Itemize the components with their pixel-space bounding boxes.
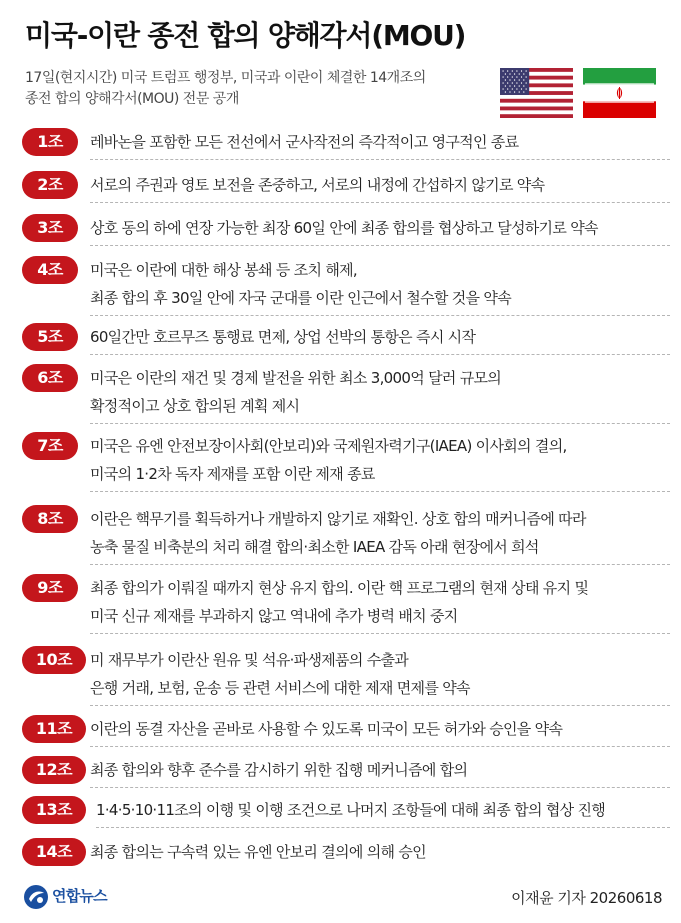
article-number-badge: 9조 — [22, 574, 78, 602]
article-number-badge: 12조 — [22, 756, 86, 784]
article-line: 미 재무부가 이란산 원유 및 석유·파생제품의 수출과 — [90, 651, 409, 669]
article-text — [90, 432, 670, 492]
article-line: 미국의 1·2차 독자 제재를 포함 이란 제재 종료 — [90, 465, 375, 483]
article-line: 농축 물질 비축분의 처리 해결 합의·최소한 IAEA 감독 아래 현장에서 희석 — [90, 538, 539, 556]
article-line: 확정적이고 상호 합의된 계획 제시 — [90, 397, 300, 415]
flags — [500, 68, 656, 120]
article-text — [90, 646, 670, 706]
article-line: 최종 합의와 향후 준수를 감시하기 위한 집행 메커니즘에 합의 — [90, 761, 468, 779]
article-text — [90, 364, 670, 424]
article-line: 최종 합의는 구속력 있는 유엔 안보리 결의에 의해 승인 — [90, 843, 426, 861]
article-line: 1·4·5·10·11조의 이행 및 이행 조건으로 나머지 조항들에 대해 최종 합의 협상 진행 — [96, 801, 606, 819]
iran-flag-icon — [583, 68, 656, 118]
article-text — [90, 505, 670, 565]
article-text — [90, 756, 670, 788]
subtitle — [25, 68, 495, 110]
article-line: 미국 신규 제재를 부과하지 않고 역내에 추가 병력 배치 중지 — [90, 607, 458, 625]
article-number-badge: 4조 — [22, 256, 78, 284]
article-text — [90, 256, 670, 316]
article-line: 최종 합의가 이뤄질 때까지 현상 유지 합의. 이란 핵 프로그램의 현재 상태 유지 및 — [90, 579, 589, 597]
logo-text: 연합뉴스 — [52, 887, 107, 905]
article-line: 상호 동의 하에 연장 가능한 최장 60일 안에 최종 합의를 협상하고 달성하기로 약속 — [90, 219, 598, 237]
subtitle-line: 종전 합의 양해각서(MOU) 전문 공개 — [25, 91, 239, 107]
article-line: 서로의 주권과 영토 보전을 존중하고, 서로의 내정에 간섭하지 않기로 약속 — [90, 176, 545, 194]
article-line: 미국은 이란에 대한 해상 봉쇄 등 조치 해제, — [90, 261, 357, 279]
reporter-credit: 이재윤 기자 20260618 — [511, 889, 662, 907]
article-number-badge: 10조 — [22, 646, 86, 674]
article-number-badge: 14조 — [22, 838, 86, 866]
article-number-badge: 13조 — [22, 796, 86, 824]
article-text — [90, 715, 670, 747]
article-number-badge: 2조 — [22, 171, 78, 199]
article-line: 레바논을 포함한 모든 전선에서 군사작전의 즉각적이고 영구적인 종료 — [90, 133, 519, 151]
article-text — [90, 323, 670, 355]
article-text — [90, 214, 670, 246]
article-number-badge: 8조 — [22, 505, 78, 533]
page-title: 미국-이란 종전 합의 양해각서(MOU) — [25, 19, 466, 52]
article-text — [90, 171, 670, 203]
us-flag-icon — [500, 68, 573, 118]
article-number-badge: 6조 — [22, 364, 78, 392]
article-number-badge: 1조 — [22, 128, 78, 156]
article-number-badge: 11조 — [22, 715, 86, 743]
subtitle-line: 17일(현지시간) 미국 트럼프 행정부, 미국과 이란이 체결한 14개조의 — [25, 70, 426, 86]
article-line: 이란은 핵무기를 획득하거나 개발하지 않기로 재확인. 상호 합의 매커니즘에 따라 — [90, 510, 586, 528]
article-number-badge: 5조 — [22, 323, 78, 351]
article-number-badge: 7조 — [22, 432, 78, 460]
article-text — [90, 128, 670, 160]
article-line: 미국은 유엔 안전보장이사회(안보리)와 국제원자력기구(IAEA) 이사회의 결의, — [90, 437, 567, 455]
article-line: 미국은 이란의 재건 및 경제 발전을 위한 최소 3,000억 달러 규모의 — [90, 369, 502, 387]
article-text — [90, 838, 670, 870]
yonhap-logo-icon — [22, 883, 50, 911]
footer — [22, 880, 662, 912]
article-number-badge: 3조 — [22, 214, 78, 242]
header — [25, 14, 665, 54]
article-line: 최종 합의 후 30일 안에 자국 군대를 이란 인근에서 철수할 것을 약속 — [90, 289, 511, 307]
article-line: 은행 거래, 보험, 운송 등 관련 서비스에 대한 제재 면제를 약속 — [90, 679, 470, 697]
article-text — [90, 574, 670, 634]
article-text — [96, 796, 670, 828]
article-line: 이란의 동결 자산을 곧바로 사용할 수 있도록 미국이 모든 허가와 승인을 약속 — [90, 720, 563, 738]
article-line: 60일간만 호르무즈 통행료 면제, 상업 선박의 통항은 즉시 시작 — [90, 328, 476, 346]
